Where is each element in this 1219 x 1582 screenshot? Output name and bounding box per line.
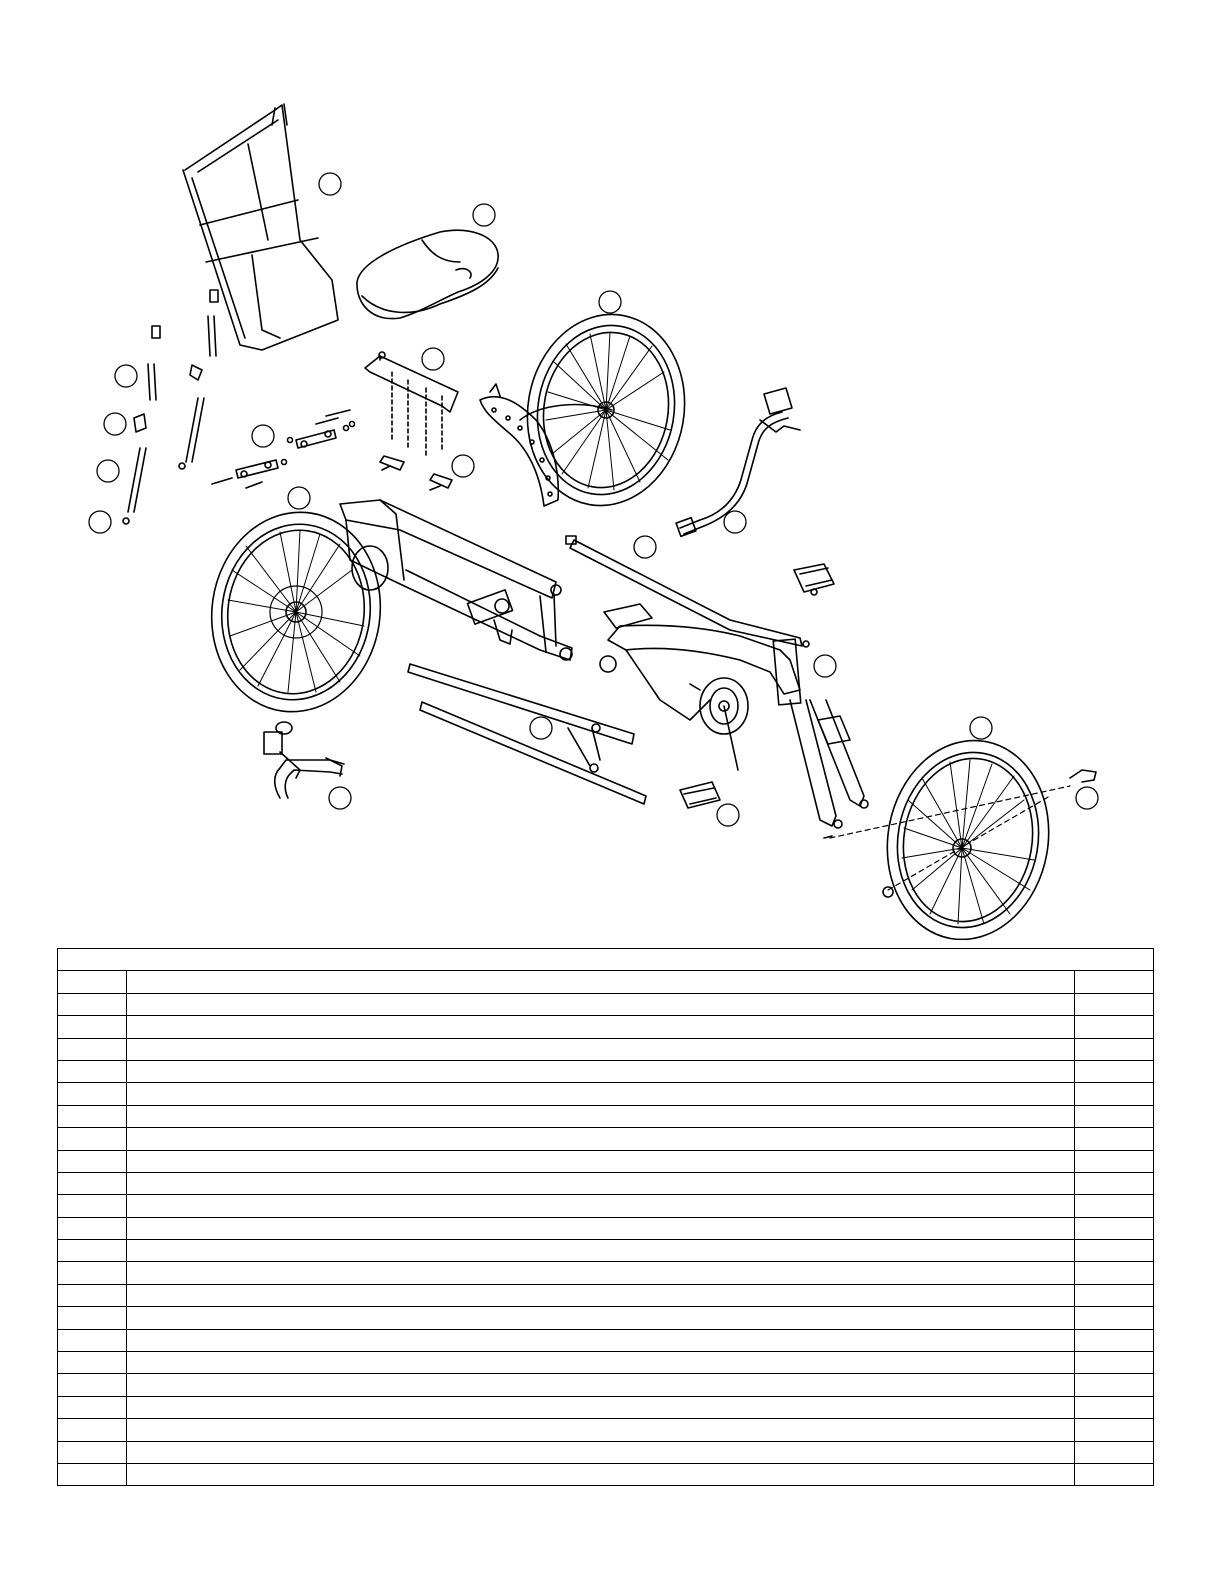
- callout-4: [422, 348, 444, 370]
- part-description-cell: [127, 971, 1075, 993]
- part-number-cell: [58, 1329, 127, 1351]
- table-row: [58, 1195, 1154, 1217]
- seat-mount-bracket: [365, 352, 458, 455]
- part-quantity-cell: [1075, 993, 1154, 1015]
- callout-18: [329, 787, 351, 809]
- table-row: [58, 1128, 1154, 1150]
- table-row: [58, 971, 1154, 993]
- callout-16: [530, 717, 552, 739]
- table-row: [58, 1217, 1154, 1239]
- callout-9: [97, 460, 119, 482]
- part-quantity-cell: [1075, 1150, 1154, 1172]
- part-quantity-cell: [1075, 1105, 1154, 1127]
- part-description-cell: [127, 1016, 1075, 1038]
- part-description-cell: [127, 1329, 1075, 1351]
- callouts: [89, 173, 1098, 826]
- callout-12: [724, 511, 746, 533]
- part-number-cell: [58, 971, 127, 993]
- part-quantity-cell: [1075, 1329, 1154, 1351]
- fender-bracket: [480, 384, 612, 506]
- part-quantity-cell: [1075, 1038, 1154, 1060]
- part-description-cell: [127, 1083, 1075, 1105]
- side-tubes: [408, 664, 646, 804]
- part-description-cell: [127, 1262, 1075, 1284]
- part-description-cell: [127, 1463, 1075, 1485]
- part-quantity-cell: [1075, 1419, 1154, 1441]
- callout-5: [115, 365, 137, 387]
- part-number-cell: [58, 1284, 127, 1306]
- part-description-cell: [127, 1128, 1075, 1150]
- rear-left-wheel: [199, 501, 393, 722]
- part-quantity-cell: [1075, 1307, 1154, 1329]
- callout-13: [634, 536, 656, 558]
- part-number-cell: [58, 1150, 127, 1172]
- part-number-cell: [58, 1128, 127, 1150]
- table-row: [58, 1240, 1154, 1262]
- seat-back-frame: [183, 104, 338, 350]
- parts-list-table: [57, 948, 1154, 1486]
- part-number-cell: [58, 1374, 127, 1396]
- callout-6: [104, 413, 126, 435]
- part-quantity-cell: [1075, 1128, 1154, 1150]
- front-boom-tube: [566, 536, 809, 647]
- callout-1: [319, 173, 341, 195]
- part-number-cell: [58, 1396, 127, 1418]
- part-description-cell: [127, 1195, 1075, 1217]
- part-number-cell: [58, 1083, 127, 1105]
- callout-15: [970, 717, 992, 739]
- callout-2: [473, 204, 495, 226]
- right-pedal: [794, 564, 834, 595]
- part-description-cell: [127, 1352, 1075, 1374]
- part-quantity-cell: [1075, 1240, 1154, 1262]
- part-number-cell: [58, 1060, 127, 1082]
- part-quantity-cell: [1075, 1463, 1154, 1485]
- part-number-cell: [58, 1262, 127, 1284]
- right-handlebar: [676, 388, 800, 536]
- part-quantity-cell: [1075, 1195, 1154, 1217]
- quick-release-skewer: [883, 770, 1096, 897]
- part-description-cell: [127, 1105, 1075, 1127]
- table-row: [58, 1329, 1154, 1351]
- table-header-row: [58, 949, 1154, 971]
- seat-cushion: [357, 230, 498, 318]
- part-description-cell: [127, 1150, 1075, 1172]
- part-description-cell: [127, 1284, 1075, 1306]
- table-row: [58, 993, 1154, 1015]
- callout-10: [288, 487, 310, 509]
- table-row: [58, 1374, 1154, 1396]
- front-fork: [790, 700, 868, 838]
- part-description-cell: [127, 1419, 1075, 1441]
- callout-17: [1076, 787, 1098, 809]
- callout-3: [599, 291, 621, 313]
- part-quantity-cell: [1075, 1217, 1154, 1239]
- part-number-cell: [58, 1105, 127, 1127]
- part-quantity-cell: [1075, 1374, 1154, 1396]
- part-description-cell: [127, 1374, 1075, 1396]
- table-row: [58, 1463, 1154, 1485]
- part-quantity-cell: [1075, 1083, 1154, 1105]
- table-row: [58, 1016, 1154, 1038]
- part-description-cell: [127, 993, 1075, 1015]
- table-row: [58, 1307, 1154, 1329]
- left-pedal: [680, 782, 720, 808]
- part-quantity-cell: [1075, 1262, 1154, 1284]
- part-number-cell: [58, 1195, 127, 1217]
- table-row: [58, 1172, 1154, 1194]
- table-row: [58, 1396, 1154, 1418]
- link-plates: [212, 410, 355, 488]
- part-number-cell: [58, 1217, 127, 1239]
- table-row: [58, 1419, 1154, 1441]
- part-number-cell: [58, 1352, 127, 1374]
- part-description-cell: [127, 1441, 1075, 1463]
- front-wheel: [872, 728, 1064, 940]
- table-row: [58, 1038, 1154, 1060]
- table-row: [58, 1105, 1154, 1127]
- part-description-cell: [127, 1060, 1075, 1082]
- part-number-cell: [58, 1441, 127, 1463]
- part-quantity-cell: [1075, 1396, 1154, 1418]
- table-row: [58, 1060, 1154, 1082]
- front-frame: [600, 604, 801, 770]
- part-quantity-cell: [1075, 1441, 1154, 1463]
- part-number-cell: [58, 1240, 127, 1262]
- table-row: [58, 1352, 1154, 1374]
- part-number-cell: [58, 993, 127, 1015]
- part-description-cell: [127, 1172, 1075, 1194]
- part-quantity-cell: [1075, 1060, 1154, 1082]
- table-header: [58, 949, 1154, 971]
- left-handlebar: [264, 722, 344, 798]
- part-description-cell: [127, 1217, 1075, 1239]
- table-row: [58, 1284, 1154, 1306]
- callout-7: [252, 425, 274, 447]
- part-description-cell: [127, 1307, 1075, 1329]
- part-description-cell: [127, 1038, 1075, 1060]
- callout-8: [452, 455, 474, 477]
- part-number-cell: [58, 1419, 127, 1441]
- part-quantity-cell: [1075, 1172, 1154, 1194]
- part-number-cell: [58, 1038, 127, 1060]
- table-row: [58, 1441, 1154, 1463]
- main-rear-frame: [340, 500, 572, 660]
- callout-19: [717, 804, 739, 826]
- table-row: [58, 1083, 1154, 1105]
- part-number-cell: [58, 1016, 127, 1038]
- part-description-cell: [127, 1240, 1075, 1262]
- callout-11: [89, 511, 111, 533]
- part-quantity-cell: [1075, 1352, 1154, 1374]
- table-row: [58, 1262, 1154, 1284]
- part-number-cell: [58, 1172, 127, 1194]
- part-quantity-cell: [1075, 1284, 1154, 1306]
- seat-stay-rods: [123, 290, 218, 524]
- table-row: [58, 1150, 1154, 1172]
- part-quantity-cell: [1075, 1016, 1154, 1038]
- part-quantity-cell: [1075, 971, 1154, 993]
- part-number-cell: [58, 1463, 127, 1485]
- seat-clamps: [380, 456, 452, 490]
- part-description-cell: [127, 1396, 1075, 1418]
- callout-14: [814, 655, 836, 677]
- part-number-cell: [58, 1307, 127, 1329]
